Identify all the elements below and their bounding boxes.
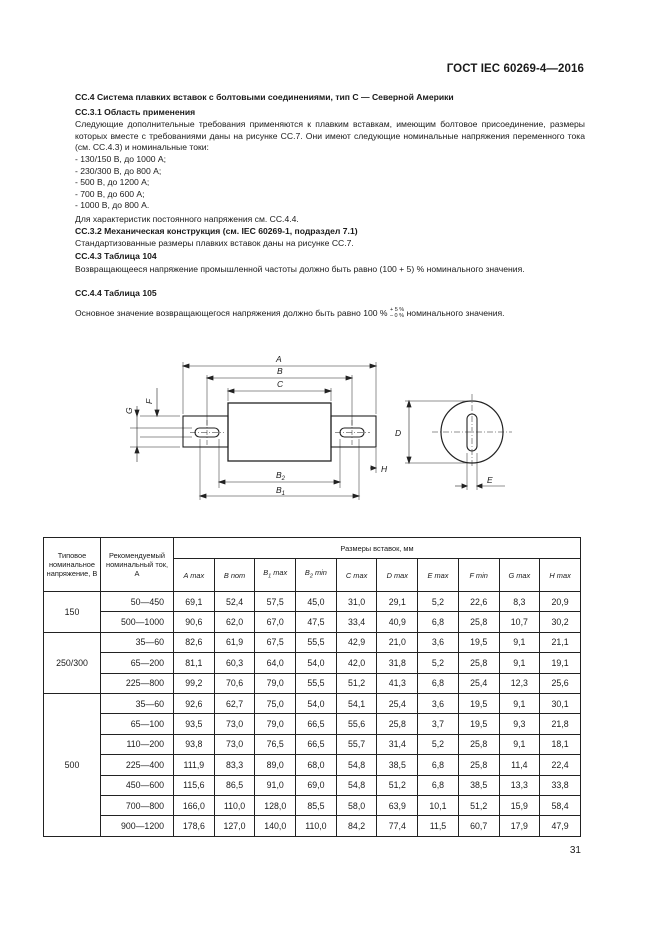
value-cell: 22,6 <box>458 592 499 612</box>
value-cell: 140,0 <box>255 816 296 836</box>
value-cell: 76,5 <box>255 734 296 754</box>
value-cell: 55,7 <box>336 734 377 754</box>
table-row <box>44 612 581 632</box>
value-cell: 20,9 <box>540 592 581 612</box>
value-cell: 70,6 <box>214 673 255 693</box>
section-cc32-paragraph: Стандартизованные размеры плавких вставок даны на рисунке СС.7. <box>75 238 354 248</box>
column-header: H max <box>540 559 581 592</box>
value-cell: 30,1 <box>540 693 581 713</box>
value-cell: 30,2 <box>540 612 581 632</box>
value-cell: 110,0 <box>214 795 255 815</box>
value-cell: 42,9 <box>336 632 377 652</box>
value-cell: 75,0 <box>255 693 296 713</box>
label-B: B <box>277 366 283 376</box>
value-cell: 54,8 <box>336 775 377 795</box>
table-row <box>44 775 581 795</box>
value-cell: 11,5 <box>418 816 459 836</box>
header-voltage: Типовое номинальное напряжение, В <box>44 538 101 592</box>
value-cell: 31,4 <box>377 734 418 754</box>
value-cell: 99,2 <box>174 673 215 693</box>
value-cell: 6,8 <box>418 673 459 693</box>
value-cell: 69,1 <box>174 592 215 612</box>
label-H: H <box>381 464 388 474</box>
value-cell: 19,5 <box>458 693 499 713</box>
value-cell: 21,8 <box>540 714 581 734</box>
value-cell: 25,8 <box>458 755 499 775</box>
fuse-dimensions-table <box>43 537 581 837</box>
voltage-cell: 150 <box>44 592 101 633</box>
label-A: A <box>276 354 282 364</box>
value-cell: 19,5 <box>458 714 499 734</box>
section-cc32-title: СС.3.2 Механическая конструкция (см. IEC 60269-1, подраздел 7.1) <box>75 226 358 236</box>
value-cell: 47,5 <box>296 612 337 632</box>
table-row <box>44 714 581 734</box>
value-cell: 3,6 <box>418 632 459 652</box>
value-cell: 127,0 <box>214 816 255 836</box>
value-cell: 41,3 <box>377 673 418 693</box>
current-cell: 700—800 <box>101 795 174 815</box>
fuse-body <box>228 403 331 461</box>
left-blade <box>183 416 228 447</box>
right-blade <box>331 416 376 447</box>
document-header: ГОСТ IEC 60269-4—2016 <box>446 63 584 75</box>
value-cell: 25,6 <box>540 673 581 693</box>
value-cell: 67,5 <box>255 632 296 652</box>
value-cell: 79,0 <box>255 673 296 693</box>
value-cell: 92,6 <box>174 693 215 713</box>
value-cell: 31,8 <box>377 653 418 673</box>
table-row <box>44 592 581 612</box>
current-cell: 50—450 <box>101 592 174 612</box>
column-header: F min <box>458 559 499 592</box>
value-cell: 25,8 <box>458 653 499 673</box>
value-cell: 9,1 <box>499 734 540 754</box>
value-cell: 128,0 <box>255 795 296 815</box>
page-number: 31 <box>569 845 581 856</box>
table-row <box>44 632 581 652</box>
current-cell: 35—60 <box>101 693 174 713</box>
value-cell: 13,3 <box>499 775 540 795</box>
label-D: D <box>395 428 402 438</box>
value-cell: 93,8 <box>174 734 215 754</box>
value-cell: 54,0 <box>296 693 337 713</box>
value-cell: 5,2 <box>418 653 459 673</box>
value-cell: 79,0 <box>255 714 296 734</box>
value-cell: 9,3 <box>499 714 540 734</box>
value-cell: 38,5 <box>458 775 499 795</box>
voltage-cell: 250/300 <box>44 632 101 693</box>
value-cell: 3,6 <box>418 693 459 713</box>
value-cell: 25,4 <box>377 693 418 713</box>
table-row <box>44 693 581 713</box>
value-cell: 54,1 <box>336 693 377 713</box>
tolerance-minus: – 0 % <box>389 312 405 319</box>
value-cell: 83,3 <box>214 755 255 775</box>
label-E: E <box>487 475 493 485</box>
value-cell: 8,3 <box>499 592 540 612</box>
current-rating-list <box>75 154 587 212</box>
value-cell: 25,8 <box>458 612 499 632</box>
value-cell: 115,6 <box>174 775 215 795</box>
value-cell: 3,7 <box>418 714 459 734</box>
column-header: G max <box>499 559 540 592</box>
value-cell: 85,5 <box>296 795 337 815</box>
value-cell: 19,1 <box>540 653 581 673</box>
value-cell: 25,4 <box>458 673 499 693</box>
value-cell: 51,2 <box>336 673 377 693</box>
header-dimensions: Размеры вставок, мм <box>174 538 581 559</box>
value-cell: 45,0 <box>296 592 337 612</box>
value-cell: 73,0 <box>214 714 255 734</box>
column-header: E max <box>418 559 459 592</box>
value-cell: 51,2 <box>377 775 418 795</box>
value-cell: 90,6 <box>174 612 215 632</box>
value-cell: 81,1 <box>174 653 215 673</box>
value-cell: 12,3 <box>499 673 540 693</box>
value-cell: 47,9 <box>540 816 581 836</box>
column-header: C max <box>336 559 377 592</box>
label-B1: $B_1$ <box>276 485 286 497</box>
value-cell: 84,2 <box>336 816 377 836</box>
tolerance-plus: + 5 % <box>389 307 405 314</box>
value-cell: 86,5 <box>214 775 255 795</box>
table-row <box>44 673 581 693</box>
value-cell: 6,8 <box>418 612 459 632</box>
value-cell: 10,7 <box>499 612 540 632</box>
value-cell: 6,8 <box>418 775 459 795</box>
value-cell: 73,0 <box>214 734 255 754</box>
current-cell: 225—400 <box>101 755 174 775</box>
value-cell: 69,0 <box>296 775 337 795</box>
value-cell: 62,0 <box>214 612 255 632</box>
value-cell: 42,0 <box>336 653 377 673</box>
table-row <box>44 816 581 836</box>
value-cell: 25,8 <box>458 734 499 754</box>
current-cell: 450—600 <box>101 775 174 795</box>
cc44-text-before: Основное значение возвращающегося напряжения должно быть равно 100 % <box>75 308 388 318</box>
value-cell: 62,7 <box>214 693 255 713</box>
fuse-dimension-drawing <box>120 348 520 508</box>
value-cell: 22,4 <box>540 755 581 775</box>
column-header: D max <box>377 559 418 592</box>
value-cell: 110,0 <box>296 816 337 836</box>
value-cell: 21,1 <box>540 632 581 652</box>
value-cell: 31,0 <box>336 592 377 612</box>
value-cell: 55,6 <box>336 714 377 734</box>
current-cell: 500—1000 <box>101 612 174 632</box>
value-cell: 91,0 <box>255 775 296 795</box>
tolerance <box>390 308 404 319</box>
cc44-text-after: номинального значения. <box>406 308 505 318</box>
value-cell: 33,4 <box>336 612 377 632</box>
value-cell: 5,2 <box>418 734 459 754</box>
value-cell: 55,5 <box>296 673 337 693</box>
list-item: - 700 В, до 600 А; <box>75 188 145 199</box>
label-B2: $B_2$ <box>276 470 286 482</box>
header-current: Рекомендуемый номинальный ток, А <box>101 538 174 592</box>
value-cell: 6,8 <box>418 755 459 775</box>
value-cell: 25,8 <box>377 714 418 734</box>
value-cell: 33,8 <box>540 775 581 795</box>
table-row <box>44 795 581 815</box>
value-cell: 15,9 <box>499 795 540 815</box>
table-row <box>44 653 581 673</box>
value-cell: 61,9 <box>214 632 255 652</box>
value-cell: 89,0 <box>255 755 296 775</box>
label-C: C <box>277 379 284 389</box>
value-cell: 18,1 <box>540 734 581 754</box>
value-cell: 54,8 <box>336 755 377 775</box>
value-cell: 66,5 <box>296 714 337 734</box>
table-row <box>44 755 581 775</box>
current-cell: 65—100 <box>101 714 174 734</box>
label-F: F <box>144 398 154 404</box>
value-cell: 68,0 <box>296 755 337 775</box>
table-row <box>44 734 581 754</box>
value-cell: 77,4 <box>377 816 418 836</box>
value-cell: 63,9 <box>377 795 418 815</box>
section-cc44-paragraph <box>75 308 587 320</box>
voltage-cell: 500 <box>44 693 101 836</box>
section-cc44-title: СС.4.4 Таблица 105 <box>75 288 157 298</box>
label-G: G <box>124 407 134 414</box>
value-cell: 178,6 <box>174 816 215 836</box>
current-cell: 900—1200 <box>101 816 174 836</box>
section-cc43-title: СС.4.3 Таблица 104 <box>75 251 157 261</box>
section-cc4-title: СС.4 Система плавких вставок с болтовыми соединениями, тип С — Северной Америки <box>75 92 454 102</box>
list-item: - 130/150 В, до 1000 А; <box>75 154 167 164</box>
section-cc31-paragraph: Следующие дополнительные требования применяются к плавким вставкам, имеющим болтовое присоединение, размеры которых вместе с требованиями даны на рисунке СС.7. Они имеют следующие номинальные напряжения переменного тока (см. СС.4.3) и номинальные токи: <box>75 119 585 152</box>
list-item: - 500 В, до 1200 А; <box>75 177 150 187</box>
value-cell: 55,5 <box>296 632 337 652</box>
current-cell: 225—800 <box>101 673 174 693</box>
column-header: B nom <box>214 559 255 592</box>
value-cell: 166,0 <box>174 795 215 815</box>
section-cc43-paragraph: Возвращающееся напряжение промышленной частоты должно быть равно (100 + 5) % номинального значения. <box>75 264 525 274</box>
column-header: $B_1$ max <box>255 559 296 592</box>
current-cell: 35—60 <box>101 632 174 652</box>
value-cell: 58,0 <box>336 795 377 815</box>
value-cell: 60,3 <box>214 653 255 673</box>
value-cell: 38,5 <box>377 755 418 775</box>
column-header: A max <box>174 559 215 592</box>
value-cell: 64,0 <box>255 653 296 673</box>
value-cell: 29,1 <box>377 592 418 612</box>
value-cell: 9,1 <box>499 653 540 673</box>
section-cc31-title: СС.3.1 Область применения <box>75 107 196 117</box>
current-cell: 110—200 <box>101 734 174 754</box>
list-item: - 1000 В, до 800 А. <box>75 200 150 210</box>
current-cell: 65—200 <box>101 653 174 673</box>
value-cell: 60,7 <box>458 816 499 836</box>
value-cell: 67,0 <box>255 612 296 632</box>
dc-note: Для характеристик постоянного напряжения см. СС.4.4. <box>75 214 299 224</box>
value-cell: 40,9 <box>377 612 418 632</box>
value-cell: 58,4 <box>540 795 581 815</box>
value-cell: 66,5 <box>296 734 337 754</box>
value-cell: 52,4 <box>214 592 255 612</box>
value-cell: 111,9 <box>174 755 215 775</box>
value-cell: 51,2 <box>458 795 499 815</box>
value-cell: 5,2 <box>418 592 459 612</box>
value-cell: 57,5 <box>255 592 296 612</box>
value-cell: 9,1 <box>499 693 540 713</box>
value-cell: 93,5 <box>174 714 215 734</box>
value-cell: 19,5 <box>458 632 499 652</box>
value-cell: 9,1 <box>499 632 540 652</box>
value-cell: 54,0 <box>296 653 337 673</box>
value-cell: 21,0 <box>377 632 418 652</box>
value-cell: 11,4 <box>499 755 540 775</box>
value-cell: 17,9 <box>499 816 540 836</box>
value-cell: 10,1 <box>418 795 459 815</box>
column-header: $B_2$ min <box>296 559 337 592</box>
value-cell: 82,6 <box>174 632 215 652</box>
list-item: - 230/300 В, до 800 А; <box>75 165 162 176</box>
